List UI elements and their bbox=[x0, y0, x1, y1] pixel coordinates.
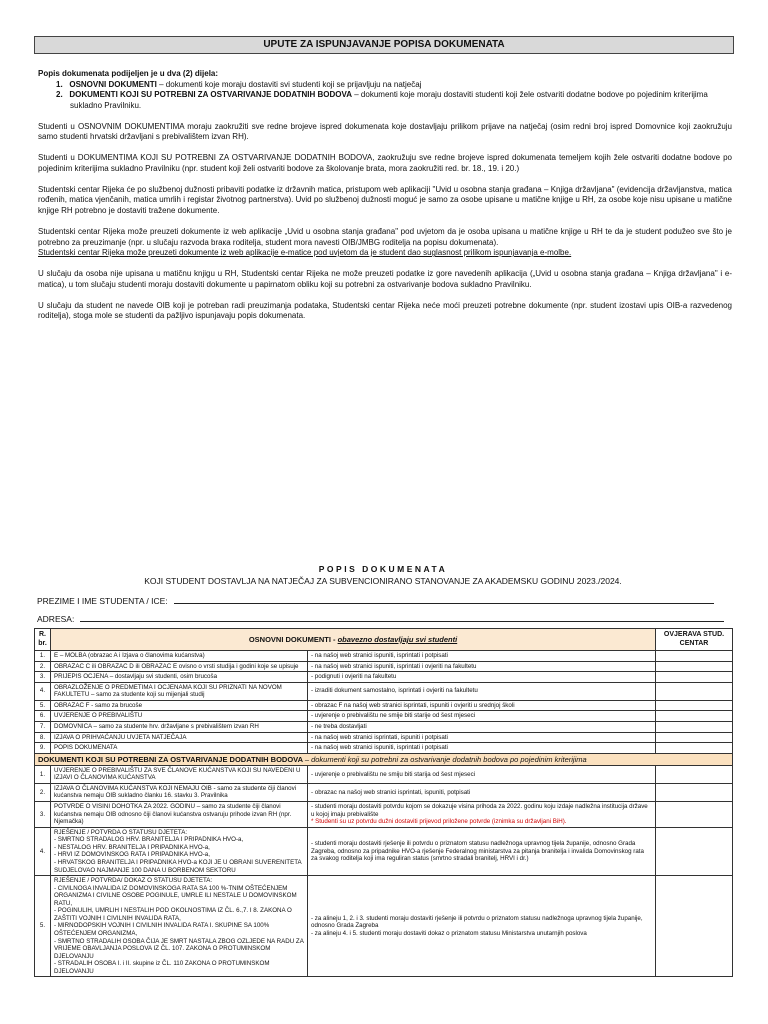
column-number-header: R. br. bbox=[35, 629, 51, 651]
address-field[interactable] bbox=[37, 613, 724, 625]
document-note: - podignuti i ovjeriti na fakultetu bbox=[308, 672, 656, 683]
document-note: - na našoj web stranici ispuniti, isprintati i potpisati bbox=[308, 651, 656, 662]
document-note bbox=[308, 876, 656, 977]
section2-note: – dokumenti koji su potrebni za ostvarivanje dodatnih bodova po pojedinim kriterijima bbox=[304, 754, 587, 764]
paragraph-oib: U slučaju da student ne navede OIB koji je potreban radi preuzimanja podataka, Studentski centar Rijeka neće moći preuzeti potrebne dokumente (npr. student izostavi upis OIB-a razvedenog roditelja), stoga mole se studenti da pažljivo ispunjavaju popis dokumenata. bbox=[38, 300, 732, 321]
document-note bbox=[308, 765, 656, 783]
list-item-title: DOKUMENTI KOJI SU POTREBNI ZA OSTVARIVANJE DODATNIH BODOVA bbox=[69, 90, 353, 100]
document-note: - obrazac F na našoj web stranici isprintati, ispuniti i ovjeriti u srednjoj školi bbox=[308, 700, 656, 711]
row-number: 7. bbox=[35, 721, 51, 732]
section2-header-cell bbox=[35, 753, 733, 765]
column-verify-header: OVJERAVA STUD. CENTAR bbox=[656, 629, 733, 651]
document-name: POTVRDE O VISINI DOHOTKA ZA 2022. GODINU – samo za studente čiji članovi kućanstva nemaju OIB odnosno čiji članovi kućanstva ostvaruju prihode izvan RH (npr. Njemačka) bbox=[51, 802, 308, 828]
table-row bbox=[35, 672, 733, 683]
popis-subtitle: KOJI STUDENT DOSTAVLJA NA NATJEČAJ ZA SUBVENCIONIRANO STANOVANJE ZA AKADEMSKU GODINU 2023./2024. bbox=[144, 576, 622, 586]
verify-cell[interactable] bbox=[656, 783, 733, 801]
address-label: ADRESA: bbox=[37, 614, 75, 624]
paragraph-extra-docs: Studenti u DOKUMENTIMA KOJI SU POTREBNI ZA OSTVARIVANJE DODATNIH BODOVA, zaokružuju sve redne brojeve ispred dokumenata temeljem kojih žele ostvariti dodatne bodove po pojedinim kriterijima sukladno Pravilniku (npr. student koji želi ostvariti bodove za školovanje brata, mora zaokružiti red. br. 18., 19. i 20.) bbox=[38, 153, 732, 173]
document-note bbox=[308, 783, 656, 801]
table-row bbox=[35, 711, 733, 722]
document-name: OBRAZAC C ili OBRAZAC D ili OBRAZAC E ovisno o vrsti studija i godini koje se upisuje bbox=[51, 661, 308, 672]
student-name-field[interactable] bbox=[37, 595, 714, 607]
row-number: 4. bbox=[35, 827, 51, 875]
document-name: OBRAZLOŽENJE O PREDMETIMA I OCJENAMA KOJI SU PRIZNATI NA NOVOM FAKULTETU – samo za studente koji su mijenjali studij bbox=[51, 682, 308, 700]
table-row bbox=[35, 765, 733, 783]
paragraph-e-matice: Studentski centar Rijeka može preuzeti dokumente iz web aplikacije e-matice pod uvjetom da je student dao suglasnost prilikom ispunjavanja e-molbe. bbox=[38, 248, 572, 258]
section2-header bbox=[35, 753, 733, 765]
extra-documents-body bbox=[35, 765, 733, 977]
row-number: 6. bbox=[35, 711, 51, 722]
document-name: RJEŠENJE / POTVRDA/ DOKAZ O STATUSU DJETETA: - CIVILNOGA INVALIDA IZ DOMOVINSKOGA RATA SA 100 %-TNIM OŠTEĆENJEM ORGANIZMA I CIVILNE OSOBE POGINULE, UMRLE ILI NESTALE U DOMOVINSKOM RATU, - POGINULIH, UMRLIH I NESTALIH POD OKOLNOSTIMA IZ ČL. 6.,7. I 8. ZAKONA O ZAŠTITI VOJNIH I CIVILNIH INVALIDA RATA, - MIRNODOPSKIH VOJNIH I CIVILNIH INVALIDA RATA I. SKUPINE SA 100% OŠTEĆENJEM ORGANIZMA, - SMRTNO STRADALIH OSOBA ČIJA JE SMRT NASTALA ZBOG OZLJEDE NA RADU ZA VRIJEME OBAVLJANJA POSLOVA IZ ČL. 107. ZAKONA O PROTUMINSKOM DJELOVANJU - STRADALIH OSOBA I. i II. skupine iz ČL. 110 ZAKONA O PROTUMINSKOM DJELOVANJU bbox=[51, 876, 308, 977]
list-item-number: 2. bbox=[56, 90, 63, 100]
row-number: 2. bbox=[35, 783, 51, 801]
document-note-warning: * Studenti su uz potvrdu dužni dostaviti prijevod priložene potvrde (iznimka su državljani BiH). bbox=[311, 818, 567, 826]
section2-title: DOKUMENTI KOJI SU POTREBNI ZA OSTVARIVANJE DODATNIH BODOVA bbox=[38, 754, 303, 764]
document-note-text: - studenti moraju dostaviti potvrdu kojom se dokazuje visina prihoda za 2022. godinu koju izdaje nadležna institucija države u kojoj imaju prebivalište bbox=[311, 803, 648, 818]
list-item-text: – dokumenti koje moraju dostaviti studenti koji žele ostvariti dodatne bodove po pojedinim kriterijima sukladno Pravilniku. bbox=[70, 90, 708, 110]
document-note: - uvjerenje o prebivalištu ne smije biti starije od šest mjeseci bbox=[308, 711, 656, 722]
row-number: 5. bbox=[35, 700, 51, 711]
list-item-number: 1. bbox=[56, 79, 63, 89]
table-row bbox=[35, 700, 733, 711]
paragraph-not-registered: U slučaju da osoba nije upisana u matičnu knjigu u RH, Studentski centar Rijeka ne može preuzeti podatke iz gore navedenih aplikacija („Uvid u osobna stanja građana – Knjiga državljana" i e-matica), u tom slučaju studenti moraju dostaviti dokumente u papirnatom obliku koji su potrebni za ostvarivanje bodova sukladno Pravilniku. bbox=[38, 269, 732, 289]
verify-cell[interactable] bbox=[656, 876, 733, 977]
document-note: - na našoj web stranici ispuniti, isprintati i potpisati bbox=[308, 743, 656, 754]
verify-cell[interactable] bbox=[656, 682, 733, 700]
document-name: PRIJEPIS OCJENA – dostavljaju svi studenti, osim brucoša bbox=[51, 672, 308, 683]
document-name: UVJERENJE O PREBIVALIŠTU ZA SVE ČLANOVE KUĆANSTVA KOJI SU NAVEDENI U IZJAVI O ČLANOVIMA KUĆANSTVA bbox=[51, 765, 308, 783]
list-item-text: – dokumenti koje moraju dostaviti svi studenti koji se prijavljuju na natječaj bbox=[156, 79, 422, 89]
verify-cell[interactable] bbox=[656, 732, 733, 743]
verify-cell[interactable] bbox=[656, 802, 733, 828]
verify-cell[interactable] bbox=[656, 711, 733, 722]
page-title: UPUTE ZA ISPUNJAVANJE POPISA DOKUMENATA bbox=[34, 36, 734, 54]
table-row bbox=[35, 743, 733, 754]
verify-cell[interactable] bbox=[656, 721, 733, 732]
instructions bbox=[38, 69, 732, 332]
verify-cell[interactable] bbox=[656, 651, 733, 662]
row-number: 5. bbox=[35, 876, 51, 977]
row-number: 9. bbox=[35, 743, 51, 754]
document-note: - na našoj web stranici isprintati, ispuniti i potpisati bbox=[308, 732, 656, 743]
document-note-text: - obrazac na našoj web stranici isprintati, ispuniti, potpisati bbox=[311, 788, 471, 796]
table-row bbox=[35, 661, 733, 672]
address-line[interactable] bbox=[80, 613, 724, 622]
paragraph-basic-docs: Studenti u OSNOVNIM DOKUMENTIMA moraju zaokružiti sve redne brojeve ispred dokumenata koje dostavljaju prilikom prijave na natječaj (osim redni broj ispred Domovnice koji zaokružuju samo studenti hrvatski državljani s prebivalištem izvan RH). bbox=[38, 121, 732, 142]
list-item-title: OSNOVNI DOKUMENTI bbox=[69, 79, 157, 89]
section1-note: obavezno dostavljaju svi studenti bbox=[337, 634, 458, 644]
row-number: 8. bbox=[35, 732, 51, 743]
intro-list bbox=[38, 80, 732, 112]
documents-table bbox=[34, 628, 733, 977]
basic-documents-body bbox=[35, 651, 733, 754]
document-note-text: - uvjerenje o prebivalištu ne smiju biti starija od šest mjeseci bbox=[311, 770, 476, 778]
document-name: IZJAVA O ČLANOVIMA KUĆANSTVA KOJI NEMAJU OIB - samo za studente čiji članovi kućanstva nemaju OIB sukladno članku 16. stavku 3. Pravilnika bbox=[51, 783, 308, 801]
student-name-line[interactable] bbox=[174, 595, 714, 604]
table-row bbox=[35, 783, 733, 801]
popis-title: POPIS DOKUMENATA bbox=[318, 564, 448, 574]
paragraph-web-app: Studentski centar Rijeka može preuzeti dokumente iz web aplikacije „Uvid u osobna stanja građana" pod uvjetom da je osoba upisana u matične knjige u RH te da je student podužeo sve što je potrebno za preuzimanje (npr. u slučaju razvoda brака roditelja, student mora navesti OIB/JMBG roditelja na popisu dokumenata). bbox=[38, 227, 732, 247]
document-name: OBRAZAC F - samo za brucoše bbox=[51, 700, 308, 711]
row-number: 3. bbox=[35, 802, 51, 828]
row-number: 1. bbox=[35, 765, 51, 783]
verify-cell[interactable] bbox=[656, 827, 733, 875]
table-row bbox=[35, 802, 733, 828]
row-number: 4. bbox=[35, 682, 51, 700]
table-row bbox=[35, 732, 733, 743]
verify-cell[interactable] bbox=[656, 765, 733, 783]
student-name-label: PREZIME I IME STUDENTA / ICE: bbox=[37, 596, 168, 606]
section1-header: OSNOVNI DOKUMENTI - obavezno dostavljaju svi studenti bbox=[51, 629, 656, 651]
document-name: UVJERENJE O PREBIVALIŠTU bbox=[51, 711, 308, 722]
table-row bbox=[35, 721, 733, 732]
document-note: - izraditi dokument samostalno, isprintati i ovjeriti na fakultetu bbox=[308, 682, 656, 700]
table-row bbox=[35, 876, 733, 977]
table-row bbox=[35, 682, 733, 700]
section1-title: OSNOVNI DOKUMENTI bbox=[248, 634, 331, 644]
document-name: IZJAVA O PRIHVAĆANJU UVJETA NATJEČAJA bbox=[51, 732, 308, 743]
intro-lead: Popis dokumenata podijeljen je u dva (2) dijela: bbox=[38, 69, 219, 78]
table-header-row bbox=[35, 629, 733, 651]
verify-cell[interactable] bbox=[656, 661, 733, 672]
document-note bbox=[308, 802, 656, 828]
verify-cell[interactable] bbox=[656, 672, 733, 683]
table-row bbox=[35, 651, 733, 662]
document-note: - na našoj web stranici ispuniti, isprintati i ovjeriti na fakultetu bbox=[308, 661, 656, 672]
document-name: RJEŠENJE / POTVRDA O STATUSU DJETETA: - SMRTNO STRADALOG HRV. BRANITELJA I PRIPADNIKA HVO-a, - NESTALOG HRV. BRANITELJA I PRIPADNIKA HVO-a, - HRVI IZ DOMOVINSKOG RATA I PRIPADNIKA HVO-a, - HRVATSKOG BRANITELJA I PRIPADNIKA HVO-a KOJI JE U OBRANI SUVERENITETA SUDJELOVAO NAJMANJE 100 DANA U BORBENOM SEKTORU bbox=[51, 827, 308, 875]
table-row bbox=[35, 827, 733, 875]
row-number: 3. bbox=[35, 672, 51, 683]
intro-list-item bbox=[56, 90, 732, 111]
document-note-text: - za alineju 1, 2. i 3. studenti moraju dostaviti rješenje ili potvrdu o priznatom statusu nadležnoga upravnog tijela županije, odnosno Grada Zagreba - za alineju 4. i 5. studenti moraju dostaviti dokaz o priznatom statusu Ministarstva unutarnjih poslova bbox=[311, 914, 643, 938]
document-note-text: - studenti moraju dostaviti rješenje ili potvrdu o priznatom statusu nadležnoga upravnog tijela županije, odnosno Grada Zagreba, odnosno za pripadnike HVO-a rješenje Federalnog ministarstva za pitanja branitelja i invalida Domovinskog rata za svakog roditelja koji ima reguliran status (smrtno stradali branitelj, HRVI i dr.) bbox=[311, 840, 644, 863]
intro-list-item bbox=[56, 80, 732, 91]
document-note: - ne treba dostavljati bbox=[308, 721, 656, 732]
verify-cell[interactable] bbox=[656, 743, 733, 754]
row-number: 2. bbox=[35, 661, 51, 672]
document-name: E – MOLBA (obrazac A i Izjava o članovima kućanstva) bbox=[51, 651, 308, 662]
document-note bbox=[308, 827, 656, 875]
row-number: 1. bbox=[35, 651, 51, 662]
verify-cell[interactable] bbox=[656, 700, 733, 711]
document-name: POPIS DOKUMENATA bbox=[51, 743, 308, 754]
paragraph-official-records: Studentski centar Rijeka će po službenoj dužnosti pribaviti podatke iz državnih matica, pristupom web aplikaciji "Uvid u osobna stanja građana – Knjiga državljana" (evidencija državljanstva, matica rođenih, matica vjenčanih, matica umrlih i registar životnog partnerstva). Uvid po službenoj dužnosti moguć je samo za osobe upisane u matične knjige u RH, za osobe koje nisu upisane u matične knjige RH potrebno je dostaviti tražene dokumente. bbox=[38, 184, 732, 215]
document-name: DOMOVNICA – samo za studente hrv. državljane s prebivalištem izvan RH bbox=[51, 721, 308, 732]
